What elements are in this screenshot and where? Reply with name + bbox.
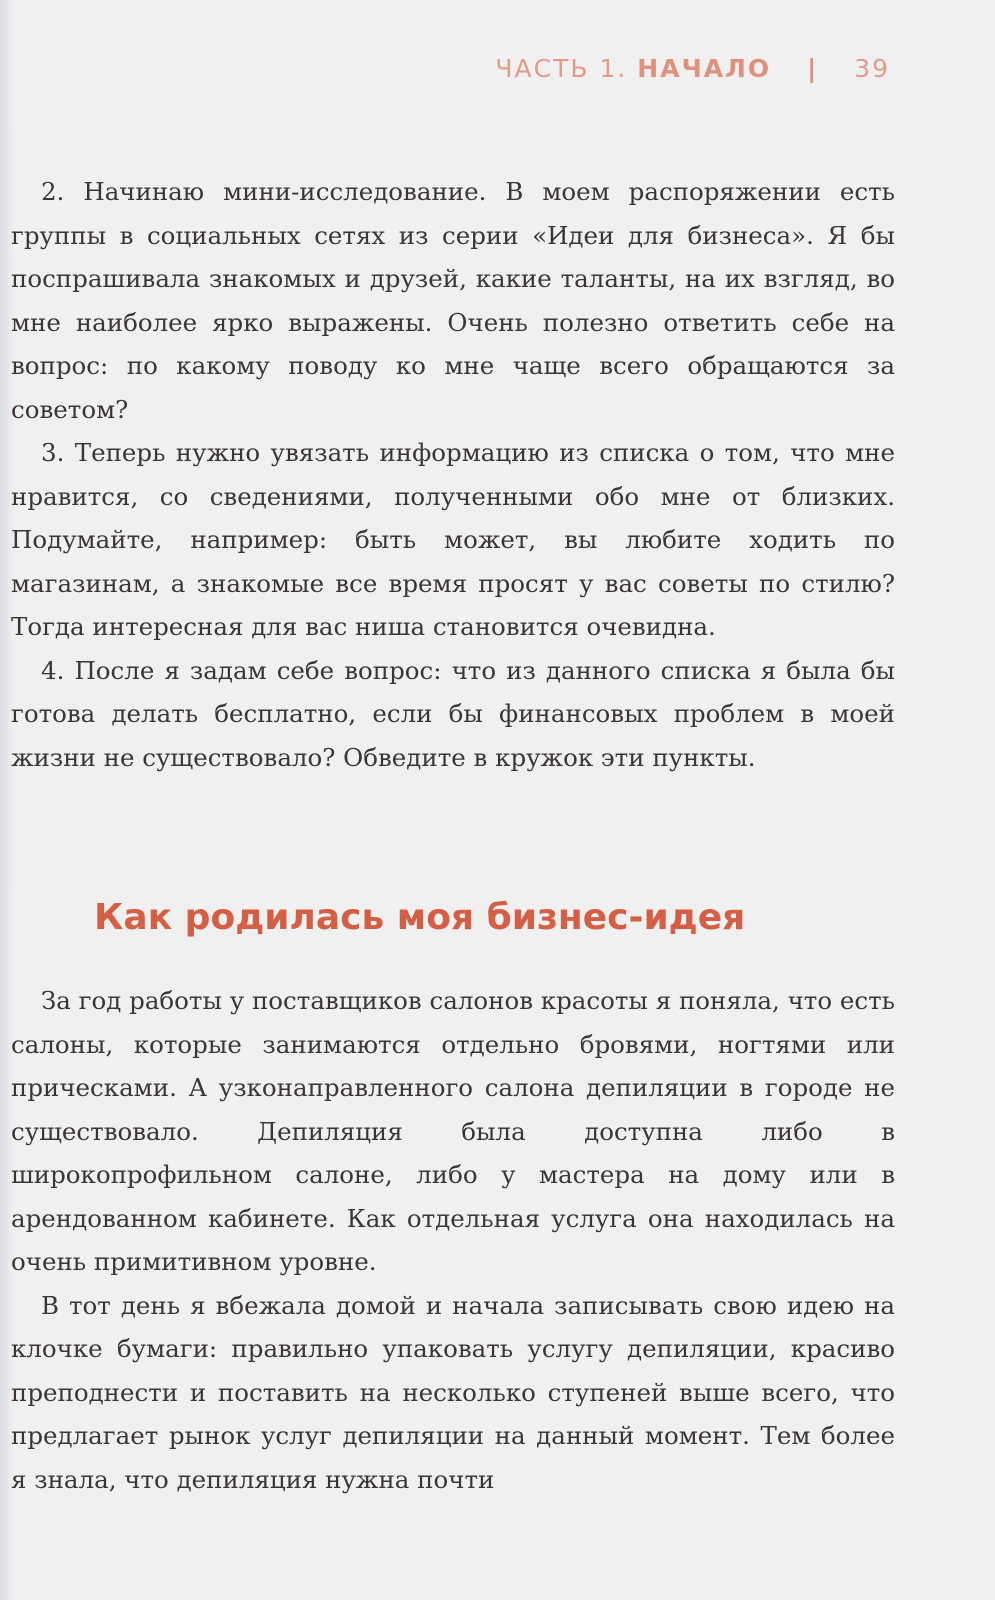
page-number: 39: [854, 54, 890, 83]
running-head-separator: |: [807, 54, 819, 83]
running-head-part: ЧАСТЬ 1.: [495, 54, 628, 83]
running-head: [495, 56, 890, 81]
paragraph-item-2: 2. Начинаю мини-исследование. В моем распоряжении есть группы в социальных сетях из серии «Идеи для бизнеса». Я бы поспрашивала знакомых и друзей, какие таланты, на их взгляд, во мне наиболее ярко выражены. Очень полезно ответить себе на вопрос: по какому поводу ко мне чаще всего обращаются за советом?: [11, 177, 895, 424]
section-paragraphs: [11, 979, 895, 1501]
section-paragraph-2: В тот день я вбежала домой и начала записывать свою идею на клочке бумаги: правильно упаковать услугу депиляции, красиво преподнести и поставить на несколько ступеней выше всего, что предлагает рынок услуг депиляции на данный момент. Тем более я знала, что депиляция нужна почти: [11, 1290, 895, 1494]
running-head-chapter: НАЧАЛО: [637, 54, 772, 83]
section-paragraph-1: За год работы у поставщиков салонов красоты я поняла, что есть салоны, которые занимаются отдельно бровями, ногтями или прическами. А узконаправленного салона депиляции в городе не существовало. Депиляция была доступна либо в широкопрофильном салоне, либо у мастера на дому или в арендованном кабинете. Как отдельная услуга она находилась на очень примитивном уровне.: [11, 986, 895, 1276]
paragraph-item-4: 4. После я задам себе вопрос: что из данного списка я была бы готова делать бесплатно, если бы финансовых проблем в моей жизни не существовало? Обведите в кружок эти пункты.: [11, 655, 895, 772]
list-paragraphs: [11, 170, 895, 779]
section-title: Как родилась моя бизнес-идея: [94, 897, 746, 938]
paragraph-item-3: 3. Теперь нужно увязать информацию из списка о том, что мне нравится, со сведениями, полученными обо мне от близких. Подумайте, например: быть может, вы любите ходить по магазинам, а знакомые все время просят у вас советы по стилю? Тогда интересная для вас ниша становится очевидна.: [11, 438, 895, 641]
